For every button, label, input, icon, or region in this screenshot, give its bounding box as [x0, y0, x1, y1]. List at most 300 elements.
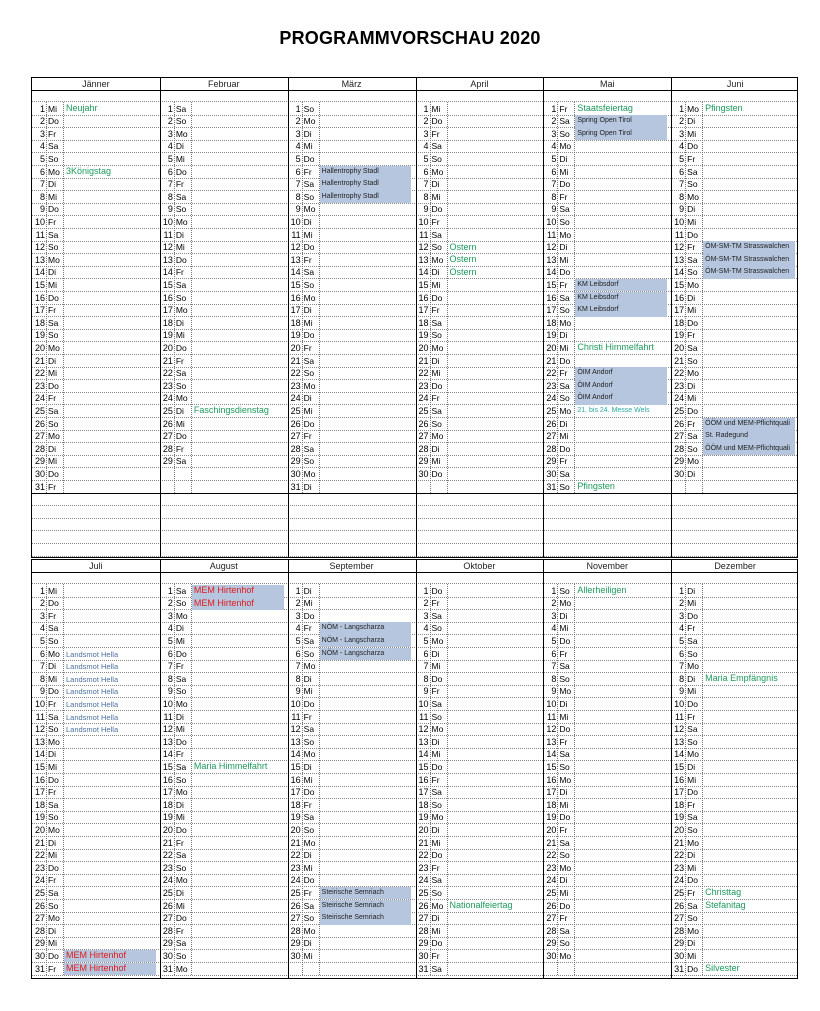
weekday: Sa	[303, 267, 315, 278]
day-number: 31	[34, 963, 45, 974]
weekday: So	[687, 913, 698, 924]
day-number: 25	[162, 405, 173, 416]
day-number: 17	[674, 305, 685, 316]
month-header: April	[470, 79, 489, 89]
weekday: Mo	[48, 254, 60, 265]
weekday: Di	[431, 443, 440, 454]
day-number: 23	[546, 380, 557, 391]
day-number: 5	[551, 635, 557, 646]
day-number: 29	[418, 456, 429, 467]
day-number: 4	[167, 623, 173, 634]
day-number: 6	[167, 648, 173, 659]
weekday: Mo	[687, 368, 699, 379]
day-number: 26	[674, 418, 685, 429]
weekday: Mo	[431, 431, 444, 442]
day-number: 18	[34, 799, 45, 810]
day-number: 3	[39, 128, 45, 139]
day-number: 25	[162, 887, 173, 898]
month-header: Dezember	[714, 561, 756, 571]
weekday: Mi	[687, 774, 697, 785]
day-number: 6	[295, 166, 301, 177]
day-number: 22	[162, 368, 173, 379]
day-number: 28	[162, 443, 173, 454]
day-number: 8	[39, 673, 45, 684]
weekday: Sa	[687, 812, 698, 823]
day-number: 28	[34, 925, 45, 936]
day-number: 3	[295, 610, 301, 621]
weekday: Di	[303, 761, 312, 772]
weekday: Mo	[559, 229, 572, 240]
weekday: So	[431, 330, 442, 341]
day-number: 30	[418, 950, 429, 961]
weekday: Sa	[559, 925, 570, 936]
day-number: 24	[674, 875, 685, 886]
day-number: 19	[290, 330, 301, 341]
weekday: Fr	[175, 355, 184, 366]
day-number: 30	[546, 950, 557, 961]
weekday: So	[431, 799, 442, 810]
weekday: So	[559, 585, 570, 596]
weekday: Sa	[431, 875, 442, 886]
weekday: Sa	[48, 623, 59, 634]
weekday: Di	[687, 938, 696, 949]
day-number: 9	[551, 204, 557, 215]
month-header: Jänner	[82, 79, 110, 89]
day-number: 5	[423, 635, 429, 646]
day-number: 25	[34, 405, 45, 416]
month-header: August	[209, 561, 238, 571]
weekday: Mi	[687, 950, 697, 961]
day-number: 29	[290, 938, 301, 949]
event-label: Faschingsdienstag	[193, 405, 269, 416]
day-number: 11	[163, 711, 173, 722]
weekday: Di	[303, 305, 312, 316]
weekday: Do	[431, 938, 443, 949]
weekday: Do	[175, 824, 187, 835]
day-number: 16	[34, 292, 45, 303]
day-number: 14	[34, 267, 45, 278]
day-number: 23	[546, 862, 557, 873]
day-number: 2	[551, 116, 557, 127]
day-number: 12	[546, 724, 557, 735]
weekday: Sa	[303, 900, 315, 911]
weekday: Di	[303, 938, 312, 949]
day-number: 6	[679, 166, 685, 177]
weekday: Fr	[687, 418, 696, 429]
day-number: 24	[290, 875, 301, 886]
weekday: So	[303, 736, 315, 747]
day-number: 14	[162, 749, 173, 760]
weekday: Di	[559, 153, 568, 164]
weekday: Sa	[303, 179, 315, 190]
weekday: Di	[303, 850, 312, 861]
day-number: 12	[34, 724, 45, 735]
day-number: 12	[162, 724, 173, 735]
day-number: 24	[546, 393, 557, 404]
weekday: Mo	[431, 166, 444, 177]
weekday: Di	[687, 673, 696, 684]
day-number: 14	[546, 749, 557, 760]
day-number: 6	[423, 166, 429, 177]
weekday: So	[48, 242, 59, 253]
weekday: Sa	[175, 456, 187, 467]
day-number: 1	[679, 585, 685, 596]
weekday: Sa	[48, 887, 59, 898]
weekday: So	[431, 887, 442, 898]
weekday: Mi	[559, 166, 569, 177]
day-number: 5	[39, 635, 45, 646]
weekday: Mi	[687, 686, 697, 697]
day-number: 19	[34, 330, 45, 341]
weekday: Sa	[559, 661, 570, 672]
weekday: Do	[431, 204, 443, 215]
weekday: Sa	[175, 761, 187, 772]
day-number: 14	[674, 267, 685, 278]
day-number: 26	[546, 418, 557, 429]
day-number: 4	[39, 141, 45, 152]
event-label: ÖIM Andorf	[577, 394, 613, 402]
day-number: 20	[546, 342, 557, 353]
day-number: 18	[290, 799, 301, 810]
day-number: 6	[39, 166, 45, 177]
day-number: 22	[34, 850, 45, 861]
weekday: Fr	[175, 179, 184, 190]
weekday: Sa	[687, 254, 698, 265]
day-number: 26	[290, 900, 301, 911]
day-number: 28	[162, 925, 173, 936]
day-number: 15	[418, 279, 429, 290]
day-number: 23	[674, 862, 685, 873]
weekday: Fr	[48, 481, 57, 492]
day-number: 4	[551, 623, 557, 634]
weekday: Mo	[687, 837, 699, 848]
weekday: Do	[431, 380, 443, 391]
event-label: ÖM-SM-TM Strasswalchen	[705, 255, 790, 263]
day-number: 7	[423, 661, 429, 672]
weekday: Fr	[303, 711, 312, 722]
event-label: Maria Empfängnis	[705, 673, 778, 684]
weekday: Mo	[303, 837, 316, 848]
day-number: 26	[418, 418, 429, 429]
day-number: 4	[423, 141, 429, 152]
weekday: Fr	[48, 128, 57, 139]
weekday: Di	[559, 875, 568, 886]
day-number: 10	[546, 698, 557, 709]
day-number: 2	[39, 598, 45, 609]
weekday: Mo	[175, 393, 188, 404]
weekday: Di	[431, 179, 440, 190]
day-number: 13	[290, 736, 301, 747]
day-number: 2	[423, 116, 429, 127]
weekday: Mo	[431, 812, 444, 823]
weekday: So	[48, 724, 59, 735]
day-number: 27	[418, 431, 429, 442]
weekday: Di	[175, 711, 184, 722]
day-number: 16	[418, 774, 429, 785]
event-label: St. Radegund	[705, 432, 748, 440]
weekday: So	[175, 862, 187, 873]
day-number: 24	[34, 875, 45, 886]
weekday: So	[687, 648, 698, 659]
day-number: 8	[39, 191, 45, 202]
day-number: 20	[418, 824, 429, 835]
day-number: 21	[162, 837, 173, 848]
day-number: 20	[546, 824, 557, 835]
day-number: 25	[290, 887, 301, 898]
day-number: 4	[679, 141, 685, 152]
day-number: 21	[34, 355, 45, 366]
day-number: 14	[290, 749, 301, 760]
day-number: 8	[295, 673, 301, 684]
weekday: Di	[303, 673, 312, 684]
day-number: 20	[674, 824, 685, 835]
day-number: 9	[295, 686, 301, 697]
day-number: 23	[34, 380, 45, 391]
day-number: 8	[423, 673, 429, 684]
weekday: So	[559, 216, 570, 227]
month-header: März	[341, 79, 362, 89]
day-number: 31	[546, 481, 557, 492]
day-number: 10	[674, 698, 685, 709]
weekday: Sa	[303, 355, 315, 366]
day-number: 10	[546, 216, 557, 227]
day-number: 21	[418, 837, 429, 848]
day-number: 1	[423, 103, 429, 114]
day-number: 5	[679, 635, 685, 646]
day-number: 29	[290, 456, 301, 467]
day-number: 24	[290, 393, 301, 404]
day-number: 26	[546, 900, 557, 911]
event-label: Maria Himmelfahrt	[193, 761, 268, 772]
day-number: 9	[167, 686, 173, 697]
weekday: Do	[48, 380, 59, 391]
event-label: Christtag	[705, 887, 742, 898]
day-number: 26	[290, 418, 301, 429]
day-number: 27	[546, 431, 557, 442]
weekday: Di	[559, 610, 568, 621]
weekday: Mi	[687, 128, 697, 139]
weekday: Di	[303, 585, 312, 596]
event-label: MEM Hirtenhof	[66, 963, 127, 973]
weekday: So	[48, 635, 59, 646]
weekday: Fr	[687, 242, 696, 253]
day-number: 29	[674, 456, 685, 467]
weekday: Sa	[559, 292, 570, 303]
weekday: Mi	[48, 191, 57, 202]
weekday: Fr	[687, 153, 696, 164]
weekday: Fr	[431, 686, 440, 697]
weekday: Sa	[431, 141, 442, 152]
weekday: Mo	[175, 875, 188, 886]
weekday: Do	[175, 342, 187, 353]
weekday: Mi	[687, 305, 697, 316]
weekday: Mi	[48, 368, 57, 379]
day-number: 3	[295, 128, 301, 139]
weekday: Mo	[687, 191, 699, 202]
weekday: Sa	[303, 724, 315, 735]
weekday: Do	[559, 635, 571, 646]
weekday: Mo	[303, 380, 316, 391]
day-number: 7	[295, 661, 301, 672]
weekday: Sa	[687, 724, 698, 735]
weekday: Fr	[559, 824, 568, 835]
weekday: Di	[175, 799, 184, 810]
weekday: Fr	[303, 623, 312, 634]
weekday: Di	[175, 887, 184, 898]
weekday: Fr	[431, 393, 440, 404]
day-number: 6	[423, 648, 429, 659]
weekday: So	[303, 913, 315, 924]
event-label: Staatsfeiertag	[577, 103, 633, 113]
day-number: 31	[674, 963, 685, 974]
day-number: 12	[674, 242, 685, 253]
weekday: Sa	[431, 698, 442, 709]
day-number: 29	[162, 456, 173, 467]
day-number: 11	[674, 711, 685, 722]
day-number: 28	[674, 925, 685, 936]
day-number: 4	[167, 141, 173, 152]
day-number: 3	[167, 128, 173, 139]
weekday: Fr	[48, 393, 57, 404]
weekday: Di	[48, 925, 57, 936]
day-number: 8	[679, 191, 685, 202]
event-label: Steirische Semriach	[321, 888, 384, 896]
day-number: 1	[295, 585, 301, 596]
weekday: Mo	[431, 342, 444, 353]
day-number: 25	[546, 405, 557, 416]
weekday: Sa	[175, 191, 187, 202]
weekday: Di	[303, 481, 312, 492]
weekday: So	[559, 305, 570, 316]
weekday: So	[175, 686, 187, 697]
day-number: 22	[674, 368, 685, 379]
weekday: Mo	[559, 317, 572, 328]
day-number: 1	[423, 585, 429, 596]
day-number: 11	[674, 229, 685, 240]
day-number: 10	[418, 698, 429, 709]
event-label: ÖM-SM-TM Strasswalchen	[705, 243, 790, 251]
day-number: 5	[423, 153, 429, 164]
event-label: Hallentrophy Stadl	[321, 180, 379, 188]
day-number: 13	[418, 736, 429, 747]
weekday: Di	[175, 141, 184, 152]
weekday: Fr	[175, 267, 184, 278]
weekday: Mi	[687, 598, 697, 609]
weekday: Sa	[175, 103, 187, 114]
day-number: 12	[674, 724, 685, 735]
weekday: Fr	[48, 305, 57, 316]
weekday: Do	[687, 875, 699, 886]
day-number: 3	[167, 610, 173, 621]
weekday: Mi	[431, 456, 441, 467]
day-number: 16	[546, 292, 557, 303]
day-number: 29	[34, 456, 45, 467]
day-number: 22	[674, 850, 685, 861]
day-number: 15	[674, 279, 685, 290]
weekday: Mi	[175, 635, 185, 646]
day-number: 29	[546, 456, 557, 467]
weekday: So	[431, 242, 442, 253]
day-number: 21	[674, 837, 685, 848]
day-number: 27	[290, 431, 301, 442]
day-number: 27	[34, 431, 45, 442]
weekday: Mo	[559, 950, 572, 961]
day-number: 20	[674, 342, 685, 353]
day-number: 27	[546, 913, 557, 924]
weekday: Fr	[687, 330, 696, 341]
event-label: Landsmot Hella	[66, 687, 119, 697]
day-number: 10	[674, 216, 685, 227]
event-label: Allerheiligen	[577, 585, 627, 595]
day-number: 21	[418, 355, 429, 366]
day-number: 11	[419, 229, 429, 240]
day-number: 13	[546, 736, 557, 747]
weekday: Mo	[559, 598, 572, 609]
weekday: Di	[687, 585, 696, 596]
day-number: 10	[162, 216, 173, 227]
day-number: 23	[34, 862, 45, 873]
weekday: Fr	[559, 368, 568, 379]
day-number: 17	[34, 787, 45, 798]
weekday: Mi	[48, 456, 57, 467]
day-number: 5	[295, 635, 301, 646]
day-number: 15	[674, 761, 685, 772]
day-number: 5	[167, 635, 173, 646]
day-number: 23	[418, 862, 429, 873]
weekday: Mi	[687, 393, 697, 404]
day-number: 17	[162, 305, 173, 316]
day-number: 15	[34, 761, 45, 772]
weekday: Mi	[431, 368, 441, 379]
day-number: 13	[546, 254, 557, 265]
weekday: Di	[431, 913, 440, 924]
day-number: 18	[418, 317, 429, 328]
weekday: Mo	[559, 774, 572, 785]
day-number: 20	[418, 342, 429, 353]
weekday: So	[559, 761, 570, 772]
day-number: 21	[674, 355, 685, 366]
day-number: 14	[674, 749, 685, 760]
day-number: 18	[546, 317, 557, 328]
day-number: 11	[163, 229, 173, 240]
weekday: So	[303, 824, 315, 835]
weekday: So	[175, 204, 187, 215]
day-number: 15	[34, 279, 45, 290]
weekday: Fr	[303, 431, 312, 442]
event-label: ÖM-SM-TM Strasswalchen	[705, 268, 790, 276]
weekday: Fr	[48, 875, 57, 886]
day-number: 29	[34, 938, 45, 949]
weekday: Do	[431, 468, 443, 479]
month-header: Oktober	[463, 561, 496, 571]
event-label: Landsmot Hella	[66, 699, 119, 709]
weekday: Mi	[175, 418, 185, 429]
day-number: 2	[679, 598, 685, 609]
weekday: Sa	[687, 166, 698, 177]
day-number: 25	[418, 405, 429, 416]
day-number: 9	[679, 686, 685, 697]
day-number: 20	[290, 342, 301, 353]
day-number: 9	[423, 686, 429, 697]
weekday: Do	[48, 950, 59, 961]
weekday: Do	[175, 648, 187, 659]
day-number: 22	[162, 850, 173, 861]
weekday: So	[48, 418, 59, 429]
weekday: Do	[431, 292, 443, 303]
day-number: 29	[674, 938, 685, 949]
event-label: Spring Open Tirol	[577, 129, 632, 137]
day-number: 7	[679, 661, 685, 672]
